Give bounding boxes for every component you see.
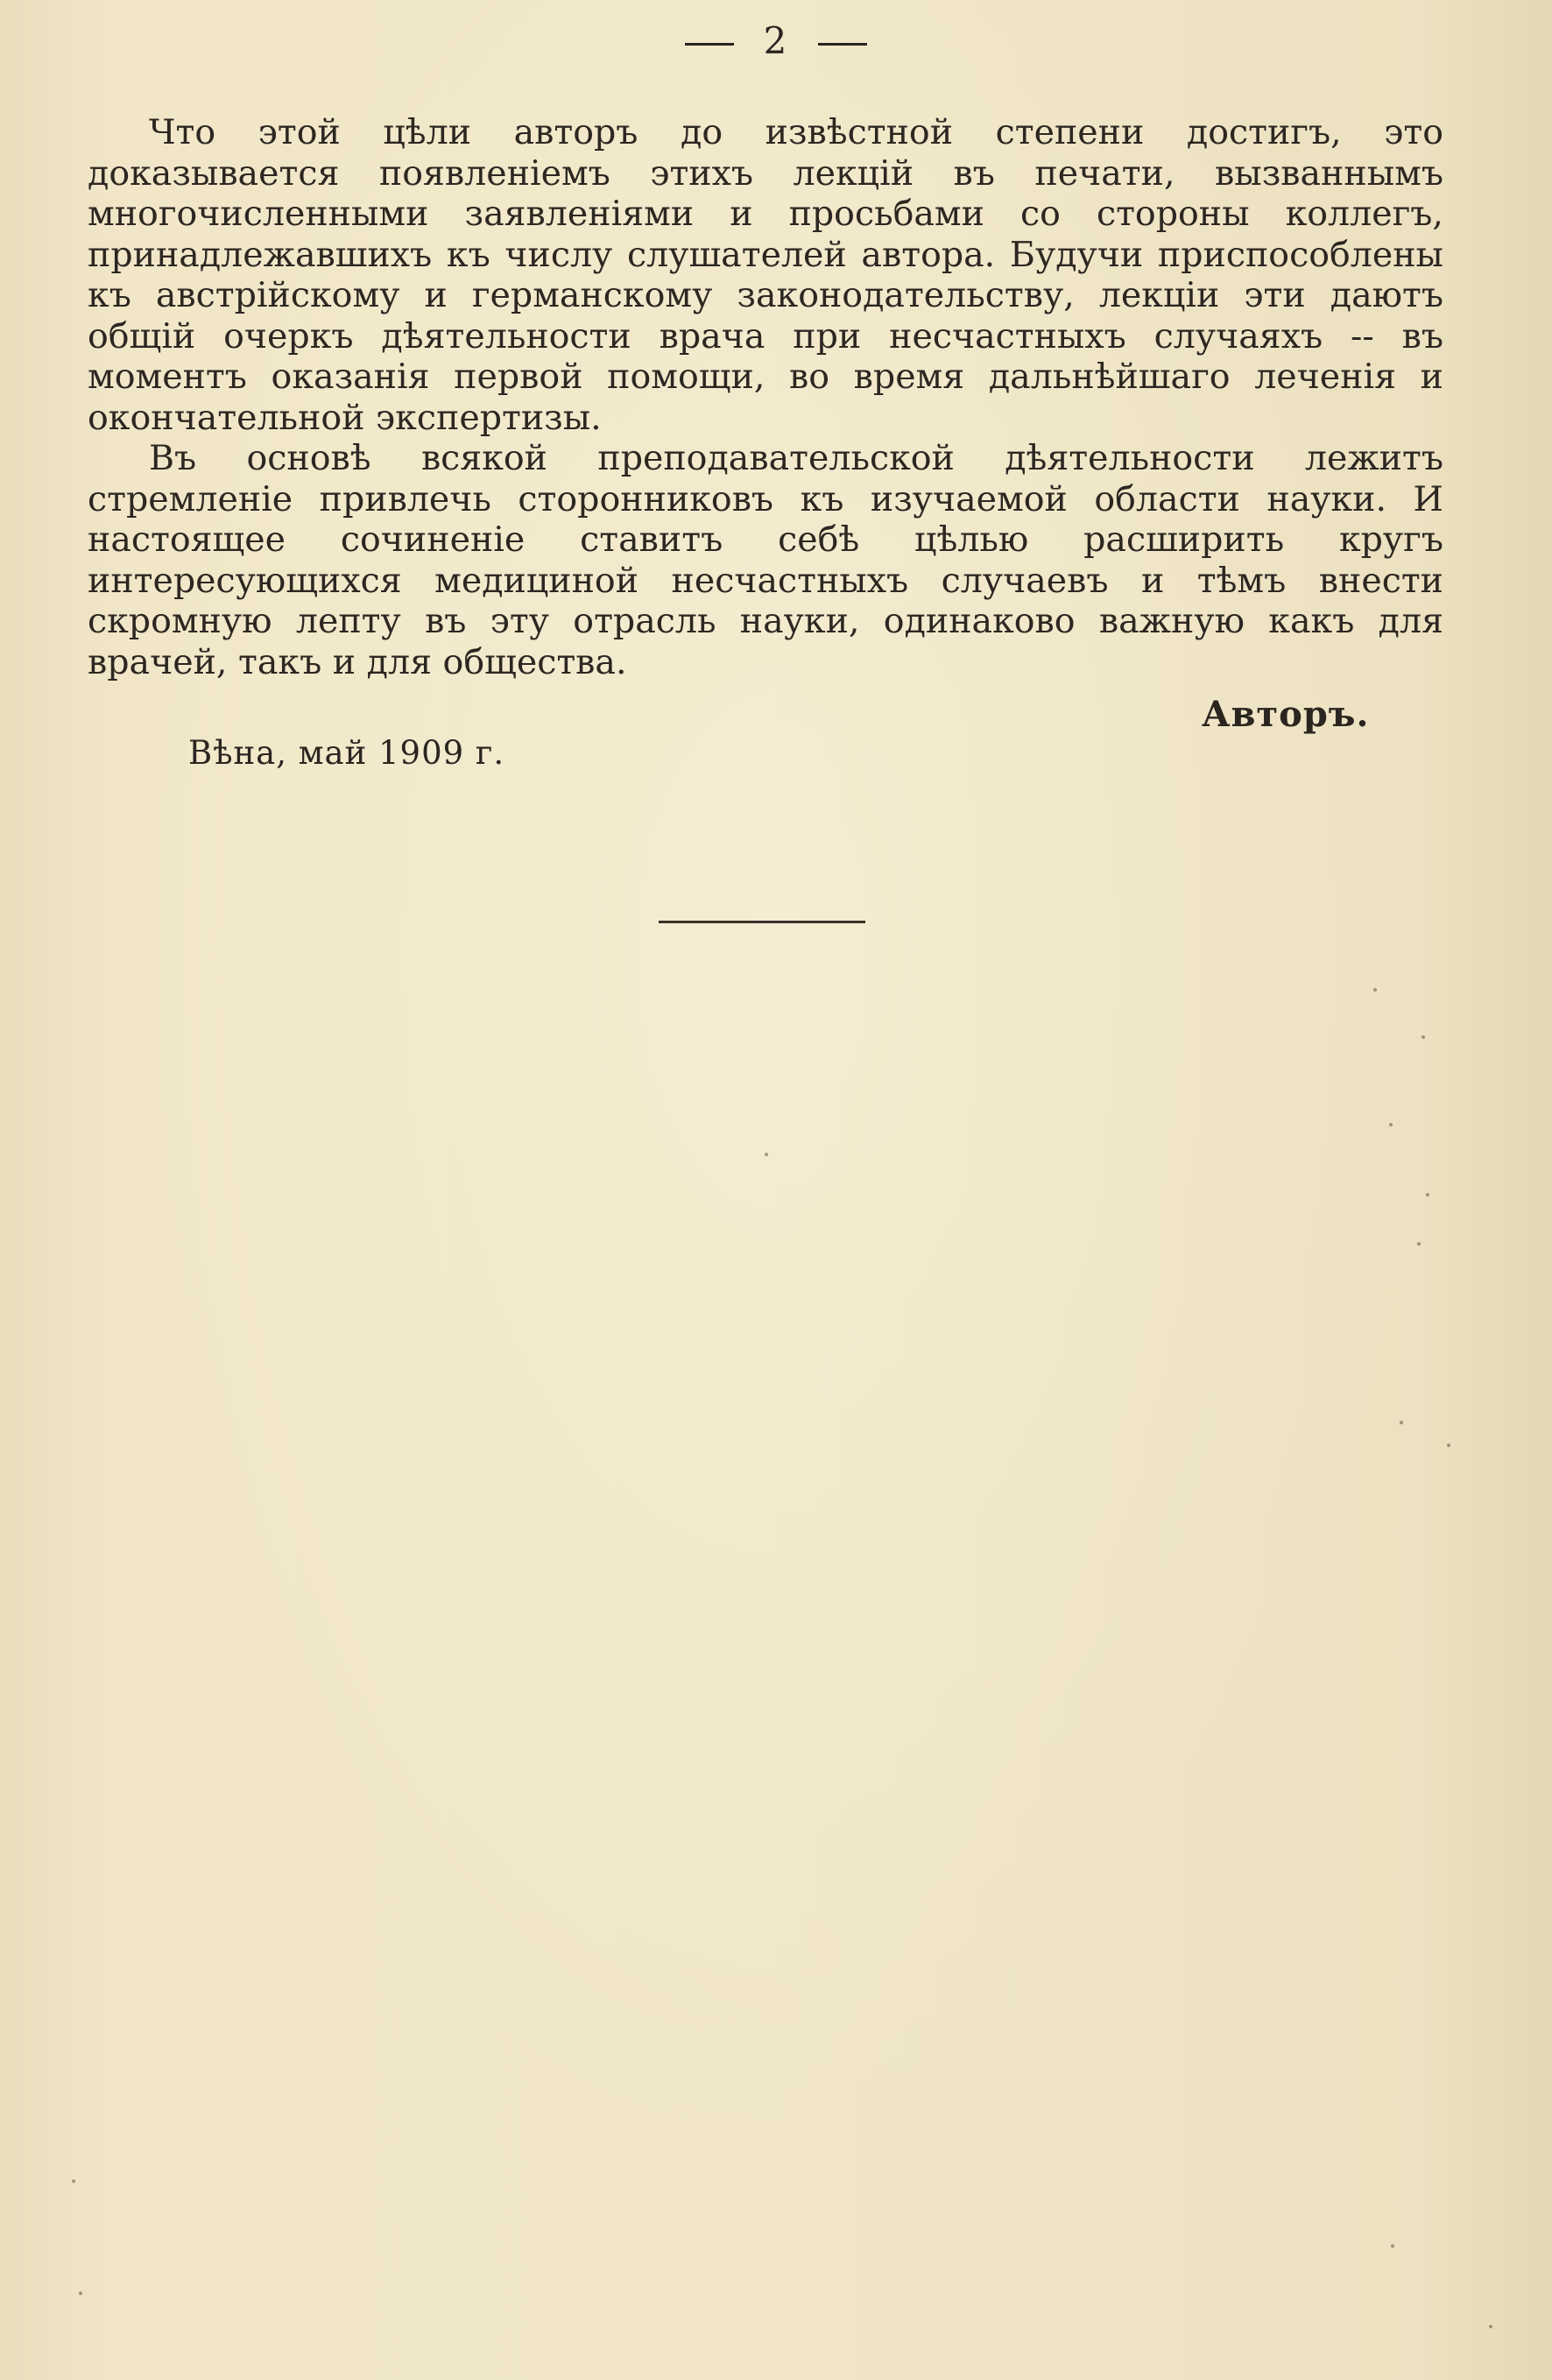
print-speck (1421, 1035, 1425, 1039)
print-speck (1400, 1421, 1403, 1424)
print-speck (1417, 1242, 1421, 1246)
print-speck (79, 2292, 82, 2295)
print-speck (1389, 1123, 1393, 1126)
print-speck (1489, 2325, 1492, 2328)
print-speck (765, 1153, 768, 1156)
right-dash-decoration (818, 43, 867, 46)
section-divider-rule (659, 921, 865, 923)
page-number: 2 (763, 19, 789, 62)
print-speck (1426, 1193, 1429, 1197)
page-number-header (0, 19, 1552, 62)
author-signature: Авторъ. (1202, 694, 1370, 735)
paragraph-2: Въ основѣ всякой преподавательской дѣятельности лежитъ стремленіе привлечь сторонниковъ къ изучаемой области науки. И настоящее сочиненіе ставитъ себѣ цѣлью расширить кругъ интересующихся медициной несчастныхъ случаевъ и тѣмъ внести скромную лепту въ эту отрасль науки, одинаково важную какъ для врачей, такъ и для общества. (88, 438, 1443, 682)
preface-body (88, 112, 1443, 682)
print-speck (1373, 988, 1377, 992)
print-speck (1391, 2244, 1394, 2248)
paragraph-1: Что этой цѣли авторъ до извѣстной степени достигъ, это доказывается появленіемъ этихъ лекцій въ печати, вызваннымъ многочисленными заявленіями и просьбами со стороны коллегъ, принадлежавшихъ къ числу слушателей автора. Будучи приспособлены къ австрійскому и германскому законодательству, лекціи эти даютъ общій очеркъ дѣятельности врача при несчастныхъ случаяхъ -- въ моментъ оказанія первой помощи, во время дальнѣйшаго леченія и окончательной экспертизы. (88, 112, 1443, 438)
print-speck (72, 2179, 75, 2183)
place-date-line: Вѣна, май 1909 г. (188, 734, 505, 772)
left-dash-decoration (685, 43, 734, 46)
print-speck (1447, 1444, 1450, 1447)
